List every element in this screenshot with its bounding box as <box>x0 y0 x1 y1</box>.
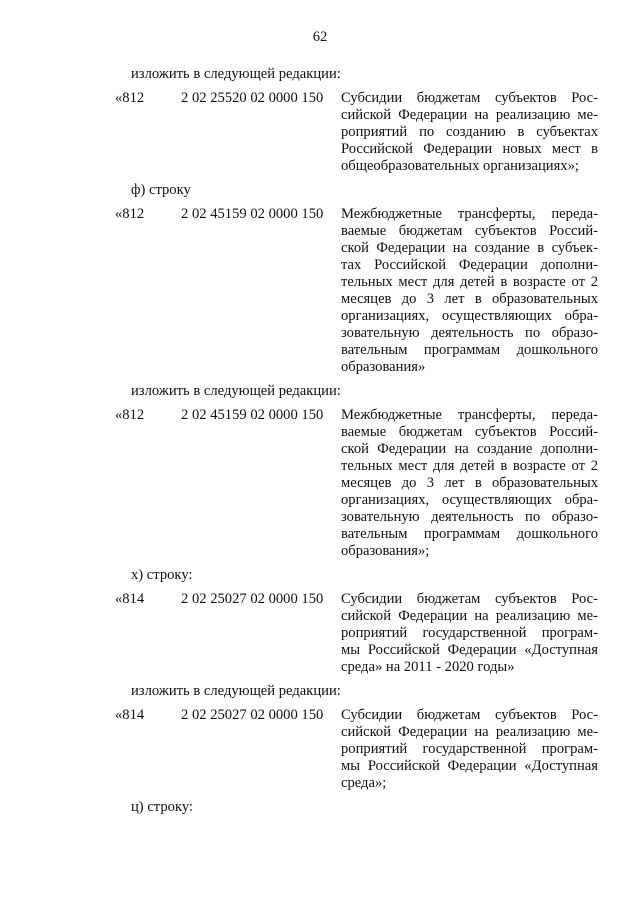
description-line: сийской Федерации на реализацию ме- <box>341 608 598 624</box>
description-line: вательным программам дошкольного <box>341 342 598 358</box>
admin-code: «812 <box>115 90 145 106</box>
instruction-line: ф) строку <box>131 182 191 198</box>
budget-classification-code: 2 02 45159 02 0000 150 <box>181 407 324 423</box>
instruction-line: х) строку: <box>131 567 193 583</box>
description-line: вательным программам дошкольного <box>341 526 598 542</box>
description-line: организациях, осуществляющих обра- <box>341 308 598 324</box>
income-description <box>341 206 598 376</box>
description-line: роприятий по созданию в субъектах <box>341 124 598 140</box>
admin-code: «812 <box>115 407 145 423</box>
description-line: Межбюджетные трансферты, переда- <box>341 407 598 423</box>
description-line: ской Федерации на создание дополни- <box>341 441 598 457</box>
budget-classification-code: 2 02 25027 02 0000 150 <box>181 591 324 607</box>
description-line: среда»; <box>341 775 387 791</box>
description-line: Субсидии бюджетам субъектов Рос- <box>341 90 598 106</box>
description-line: роприятий государственной програм- <box>341 625 598 641</box>
instruction-line: изложить в следующей редакции: <box>131 66 341 82</box>
description-line: зовательную деятельность по образо- <box>341 325 598 341</box>
description-line: месяцев до 3 лет в образовательных <box>341 475 598 491</box>
description-line: ваемые бюджетам субъектов Россий- <box>341 223 598 239</box>
description-line: Межбюджетные трансферты, переда- <box>341 206 598 222</box>
description-line: ской Федерации на создание в субъек- <box>341 240 598 256</box>
table-row <box>0 407 640 560</box>
description-line: образования»; <box>341 543 430 559</box>
description-line: организациях, осуществляющих обра- <box>341 492 598 508</box>
admin-code: «814 <box>115 707 145 723</box>
budget-classification-code: 2 02 45159 02 0000 150 <box>181 206 324 222</box>
instruction-line: изложить в следующей редакции: <box>131 383 341 399</box>
description-line: Субсидии бюджетам субъектов Рос- <box>341 591 598 607</box>
description-line: роприятий государственной програм- <box>341 741 598 757</box>
description-line: тельных мест для детей в возрасте от 2 <box>341 458 598 474</box>
table-row <box>0 90 640 175</box>
description-line: сийской Федерации на реализацию ме- <box>341 724 598 740</box>
description-line: сийской Федерации на реализацию ме- <box>341 107 598 123</box>
admin-code: «812 <box>115 206 145 222</box>
page-number: 62 <box>312 29 328 45</box>
description-line: тах Российской Федерации дополни- <box>341 257 598 273</box>
description-line: Субсидии бюджетам субъектов Рос- <box>341 707 598 723</box>
description-line: тельных мест для детей в возрасте от 2 <box>341 274 598 290</box>
description-line: мы Российской Федерации «Доступная <box>341 642 598 658</box>
table-row <box>0 206 640 376</box>
income-description <box>341 591 598 676</box>
description-line: зовательную деятельность по образо- <box>341 509 598 525</box>
description-line: мы Российской Федерации «Доступная <box>341 758 598 774</box>
instruction-line: изложить в следующей редакции: <box>131 683 341 699</box>
admin-code: «814 <box>115 591 145 607</box>
description-line: ваемые бюджетам субъектов Россий- <box>341 424 598 440</box>
income-description <box>341 90 598 175</box>
income-description <box>341 407 598 560</box>
description-line: образования» <box>341 359 426 375</box>
income-description <box>341 707 598 792</box>
description-line: среда» на 2011 - 2020 годы» <box>341 659 515 675</box>
table-row <box>0 591 640 676</box>
instruction-line: ц) строку: <box>131 799 193 815</box>
budget-classification-code: 2 02 25027 02 0000 150 <box>181 707 324 723</box>
description-line: общеобразовательных организациях»; <box>341 158 579 174</box>
document-body <box>0 62 640 823</box>
table-row <box>0 707 640 792</box>
budget-classification-code: 2 02 25520 02 0000 150 <box>181 90 324 106</box>
description-line: месяцев до 3 лет в образовательных <box>341 291 598 307</box>
description-line: Российской Федерации новых мест в <box>341 141 598 157</box>
